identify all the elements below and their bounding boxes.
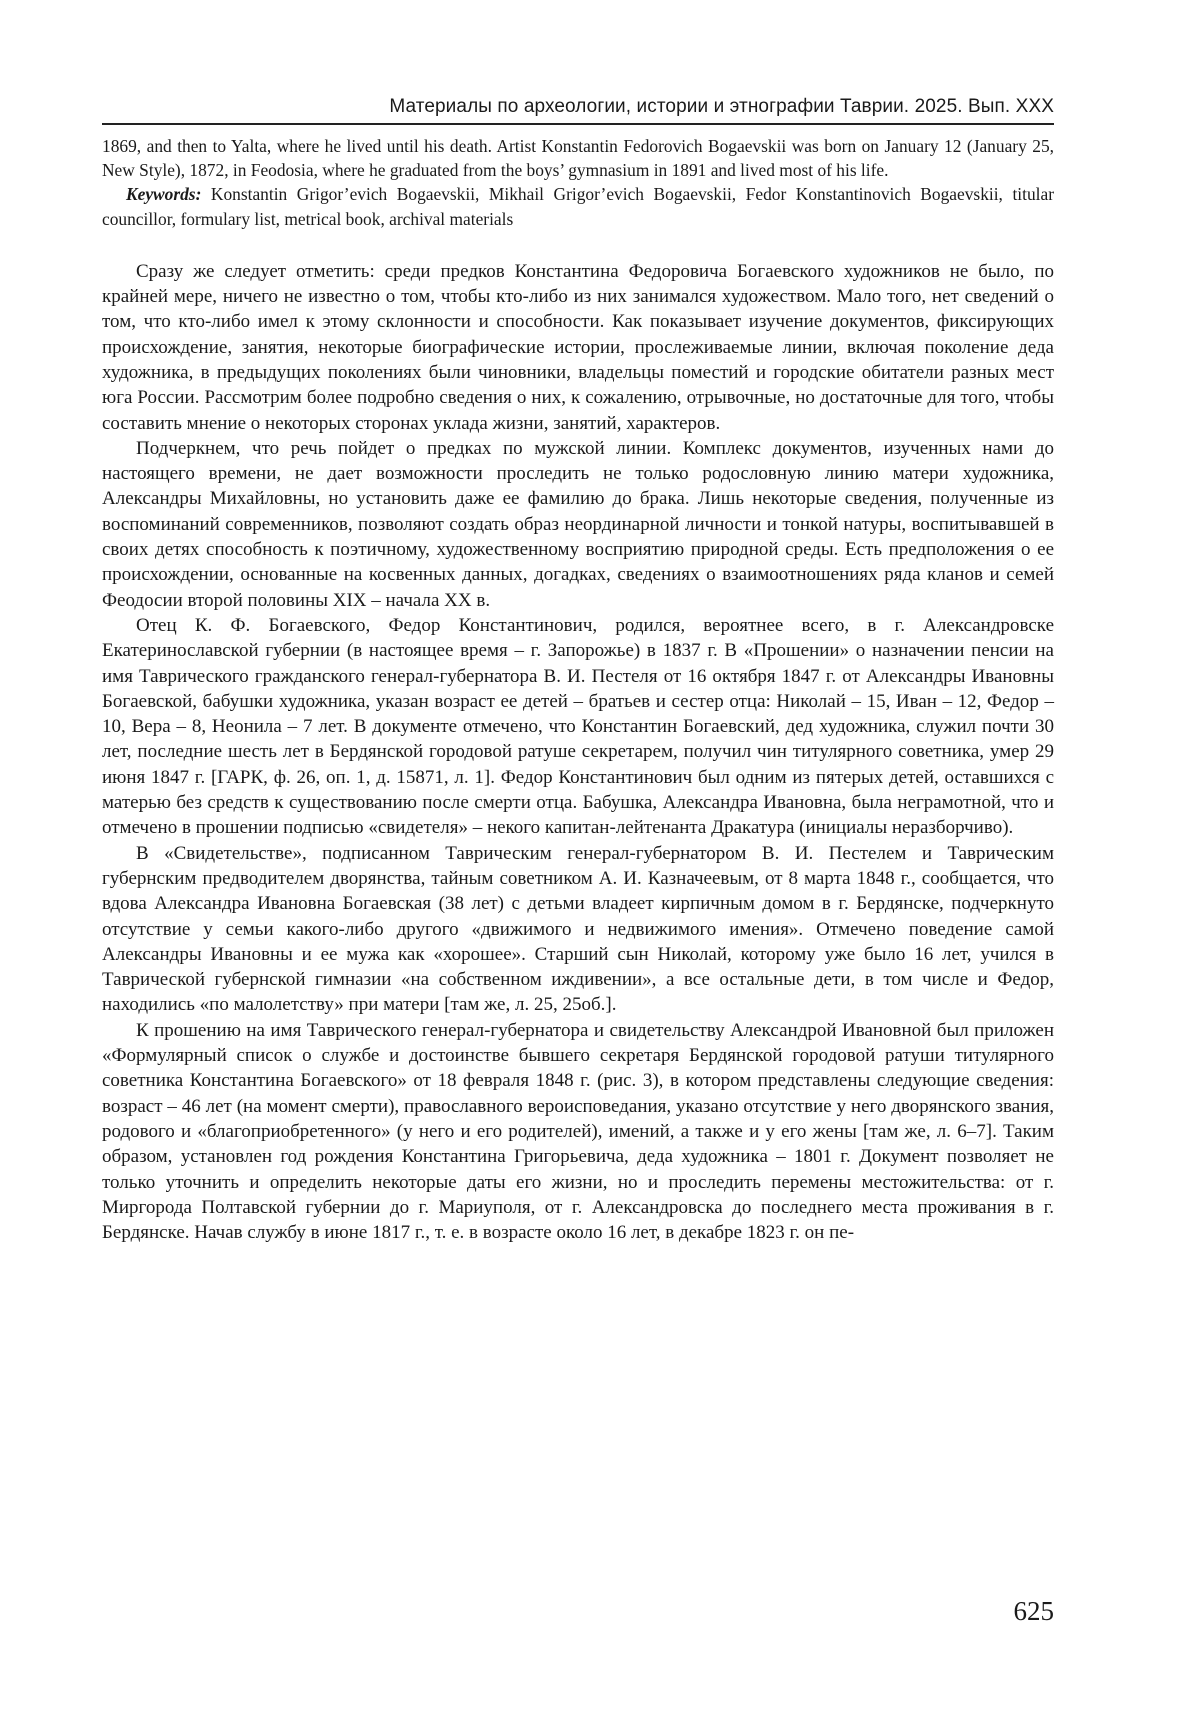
body-paragraph: Подчеркнем, что речь пойдет о предках по мужской линии. Комплекс документов, изученных нами до настоящего времени, не дает возможности проследить не только родословную линию матери художника, Александры Михайловны, но установить даже ее фамилию до брака. Лишь некоторые сведения, полученные из воспоминаний современников, позволяют создать образ неординарной личности и тонкой натуры, воспитывавшей в своих детях способность к поэтичному, художественному восприятию природной среды. Есть предположения о ее происхождении, основанные на косвенных данных, догадках, сведениях о взаимоотношениях ряда кланов и семей Феодосии второй половины XIX – начала XX в. [102, 437, 1054, 611]
body-paragraph: Сразу же следует отметить: среди предков Константина Федоровича Богаевского художников не было, по крайней мере, ничего не известно о том, чтобы кто-либо из них занимался художеством. Мало того, нет сведений о том, что кто-либо имел к этому склонности и способности. Как показывает изучение документов, фиксирующих происхождение, занятия, некоторые биографические истории, прослеживаемые линии, включая поколение деда художника, в предыдущих поколениях были чиновники, владельцы поместий и городские обитатели разных мест юга России. Рассмотрим более подробно сведения о них, к сожалению, отрывочные, но достаточные для того, чтобы составить мнение о некоторых сторонах уклада жизни, занятий, характеров. [102, 260, 1054, 434]
running-head: Материалы по археологии, истории и этнографии Таврии. 2025. Вып. XXX [102, 95, 1054, 125]
abstract [102, 134, 1054, 231]
body-paragraph: В «Свидетельстве», подписанном Таврическим генерал-губернатором В. И. Пестелем и Таврическим губернским предводителем дворянства, тайным советником А. И. Казначеевым, от 8 марта 1848 г., сообщается, что вдова Александра Ивановна Богаевская (38 лет) с детьми владеет кирпичным домом в г. Бердянске, подчеркнуто отсутствие у семьи какого-либо другого «движимого и недвижимого имения». Отмечено поведение самой Александры Ивановны и ее мужа как «хорошее». Старший сын Николай, которому уже было 16 лет, учился в Таврической губернской гимназии «на собственном иждивении», а все остальные дети, в том числе и Федор, находились «по малолетству» при матери [там же, л. 25, 25об.]. [102, 842, 1054, 1016]
body-text [102, 259, 1054, 1246]
body-paragraph: Отец К. Ф. Богаевского, Федор Константинович, родился, вероятнее всего, в г. Александровске Екатеринославской губернии (в настоящее время – г. Запорожье) в 1837 г. В «Прошении» о назначении пенсии на имя Таврического гражданского генерал-губернатора В. И. Пестеля от 16 октября 1847 г. от Александры Ивановны Богаевской, бабушки художника, указан возраст ее детей – братьев и сестер отца: Николай – 15, Иван – 12, Федор – 10, Вера – 8, Неонила – 7 лет. В документе отмечено, что Константин Богаевский, дед художника, служил почти 30 лет, последние шесть лет в Бердянской городовой ратуше секретарем, получил чин титулярного советника, умер 29 июня 1847 г. [ГАРК, ф. 26, оп. 1, д. 15871, л. 1]. Федор Константинович был одним из пятерых детей, оставшихся с матерью без средств к существованию после смерти отца. Бабушка, Александра Ивановна, была неграмотной, что и отмечено в прошении подписью «свидетеля» – некого капитан-лейтенанта Дракатура (инициалы неразборчиво). [102, 614, 1054, 839]
page-number: 625 [1013, 1596, 1054, 1626]
abstract-continuation: 1869, and then to Yalta, where he lived until his death. Artist Konstantin Fedorovich Bogaevskii was born on January 12 (January 25, New Style), 1872, in Feodosia, where he graduated from the boys’ gymnasium in 1891 and lived most of his life. [102, 136, 1054, 181]
keywords [102, 182, 1054, 230]
body-paragraph: К прошению на имя Таврического генерал-губернатора и свидетельству Александрой Ивановной был приложен «Формулярный список о службе и достоинстве бывшего секретаря Бердянской городовой ратуши титулярного советника Константина Богаевского» от 18 февраля 1848 г. (рис. 3), в котором представлены следующие сведения: возраст – 46 лет (на момент смерти), православного вероисповедания, указано отсутствие у него дворянского звания, родового и «благоприобретенного» (у него и его родителей), имений, а также и у его жены [там же, л. 6–7]. Таким образом, установлен год рождения Константина Григорьевича, деда художника – 1801 г. Документ позволяет не только уточнить и определить некоторые даты его жизни, но и проследить перемены местожительства: от г. Миргорода Полтавской губернии до г. Мариуполя, от г. Александровска до последнего места проживания в г. Бердянске. Начав службу в июне 1817 г., т. е. в возрасте около 16 лет, в декабре 1823 г. он пе- [102, 1019, 1054, 1244]
keywords-text: Konstantin Grigor’evich Bogaevskii, Mikhail Grigor’evich Bogaevskii, Fedor Konstantinovich Bogaevskii, titular councillor, formulary list, metrical book, archival materials [102, 184, 1054, 229]
page [102, 95, 1054, 1245]
keywords-label: Keywords: [126, 184, 202, 205]
